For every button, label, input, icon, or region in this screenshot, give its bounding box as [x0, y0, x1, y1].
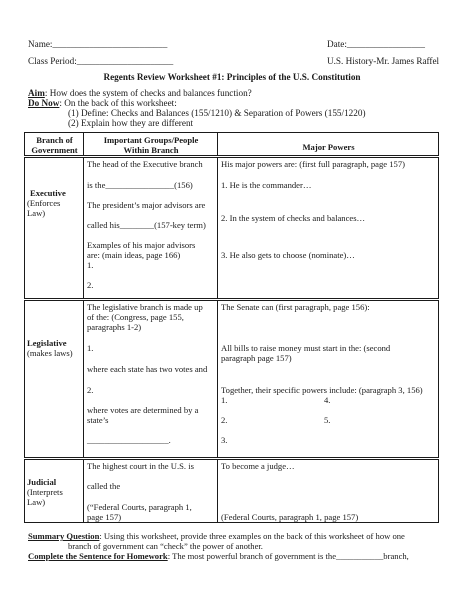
leg-power-text: Together, their specific powers include: (paragraph 3, 156)	[221, 385, 423, 395]
exec-group-text: are: (main ideas, page 166)	[87, 250, 181, 260]
date-field: Date:_________________	[327, 39, 425, 49]
jud-power-text: To become a judge…	[221, 461, 295, 471]
jud-group-text: The highest court in the U.S. is	[87, 461, 194, 471]
branch-name: Legislative	[27, 338, 67, 348]
leg-power-text: 4.	[324, 395, 331, 405]
exec-group-text: 2.	[87, 280, 94, 290]
leg-power-text: 3.	[221, 435, 228, 445]
homework-label: Complete the Sentence for Homework	[28, 551, 168, 561]
leg-group-text: ___________________.	[87, 435, 171, 445]
aim-text: : How does the system of checks and balances function?	[44, 88, 252, 98]
leg-group-text: 2.	[87, 385, 94, 395]
leg-power-text: 1.	[221, 395, 228, 405]
branch-note: Law)	[27, 208, 46, 218]
branches-table	[24, 132, 439, 523]
groups-judicial	[84, 459, 218, 523]
leg-group-text: 1.	[87, 343, 94, 353]
leg-power-text: The Senate can (first paragraph, page 156):	[221, 302, 370, 312]
groups-legislative	[84, 300, 218, 459]
exec-power-text: 2. In the system of checks and balances…	[221, 213, 366, 223]
exec-power-text: His major powers are: (first full paragraph, page 157)	[221, 159, 405, 169]
do-now-label: Do Now	[28, 98, 60, 108]
exec-group-text: 1.	[87, 260, 94, 270]
do-now-text: : On the back of this worksheet:	[59, 98, 177, 108]
aim-label: Aim	[28, 88, 45, 98]
jud-group-text: called the	[87, 481, 121, 491]
exec-group-text: The head of the Executive branch	[87, 159, 203, 169]
summary-label: Summary Question	[28, 531, 100, 541]
branch-executive	[25, 157, 84, 300]
table-row	[25, 459, 439, 523]
exec-group-text: The president’s major advisors are	[87, 200, 206, 210]
branch-judicial	[25, 459, 84, 523]
do-now-item-1: (1) Define: Checks and Balances (155/1210) & Separation of Powers (155/1220)	[68, 108, 366, 118]
summary-question-line2: branch of government can “check” the power of another.	[68, 541, 263, 551]
exec-power-text: 3. He also gets to choose (nominate)…	[221, 250, 355, 260]
jud-group-text: page 157)	[87, 512, 122, 522]
leg-power-text: 2.	[221, 415, 228, 425]
branch-note: (makes laws)	[27, 348, 73, 358]
header-groups	[84, 133, 218, 157]
homework-text: : The most powerful branch of government is the___________branch,	[167, 551, 409, 561]
powers-executive	[218, 157, 439, 300]
powers-judicial	[218, 459, 439, 523]
header-groups-line1: Important Groups/People	[103, 135, 199, 145]
header-branch-line2: Government	[31, 145, 78, 155]
name-field: Name:_________________________	[28, 39, 168, 49]
summary-text: : Using this worksheet, provide three examples on the back of this worksheet of how one	[99, 531, 405, 541]
class-period-field: Class Period:_____________________	[28, 56, 174, 66]
table-header-row	[25, 133, 439, 157]
do-now-item-2: (2) Explain how they are different	[68, 118, 194, 128]
course-teacher: U.S. History-Mr. James Raffel	[327, 56, 440, 66]
jud-group-text: (“Federal Courts, paragraph 1,	[87, 502, 192, 512]
worksheet-title: Regents Review Worksheet #1: Principles of the U.S. Constitution	[103, 72, 361, 82]
summary-question-line	[28, 531, 405, 541]
header-powers-text: Major Powers	[302, 142, 355, 152]
exec-group-text: called his________(157-key term)	[87, 220, 206, 230]
jud-power-text: (Federal Courts, paragraph 1, page 157)	[221, 512, 359, 522]
header-powers	[218, 133, 439, 157]
exec-group-text: Examples of his major advisors	[87, 240, 196, 250]
leg-power-text: 5.	[324, 415, 331, 425]
header-branch	[25, 133, 84, 157]
leg-group-text: state’s	[87, 415, 109, 425]
header-branch-line1: Branch of	[36, 135, 73, 145]
table-row	[25, 157, 439, 300]
leg-group-text: where votes are determined by a	[87, 405, 199, 415]
branch-name: Judicial	[27, 477, 57, 487]
exec-power-text: 1. He is the commander…	[221, 180, 312, 190]
leg-power-text: All bills to raise money must start in the: (second	[221, 343, 391, 353]
leg-power-text: paragraph page 157)	[221, 353, 292, 363]
groups-executive	[84, 157, 218, 300]
branch-name: Executive	[30, 188, 66, 198]
table-row	[25, 300, 439, 459]
leg-group-text: of the: (Congress, page 155,	[87, 312, 184, 322]
branch-note: (Enforces	[27, 198, 61, 208]
branch-note: (Interprets	[27, 487, 63, 497]
powers-legislative	[218, 300, 439, 459]
homework-line	[28, 551, 409, 561]
header-groups-line2: Within Branch	[123, 145, 179, 155]
leg-group-text: paragraphs 1-2)	[87, 322, 142, 332]
exec-group-text: is the________________(156)	[87, 180, 193, 190]
leg-group-text: where each state has two votes and	[87, 364, 208, 374]
branch-legislative	[25, 300, 84, 459]
leg-group-text: The legislative branch is made up	[87, 302, 203, 312]
branch-note: Law)	[27, 497, 46, 507]
